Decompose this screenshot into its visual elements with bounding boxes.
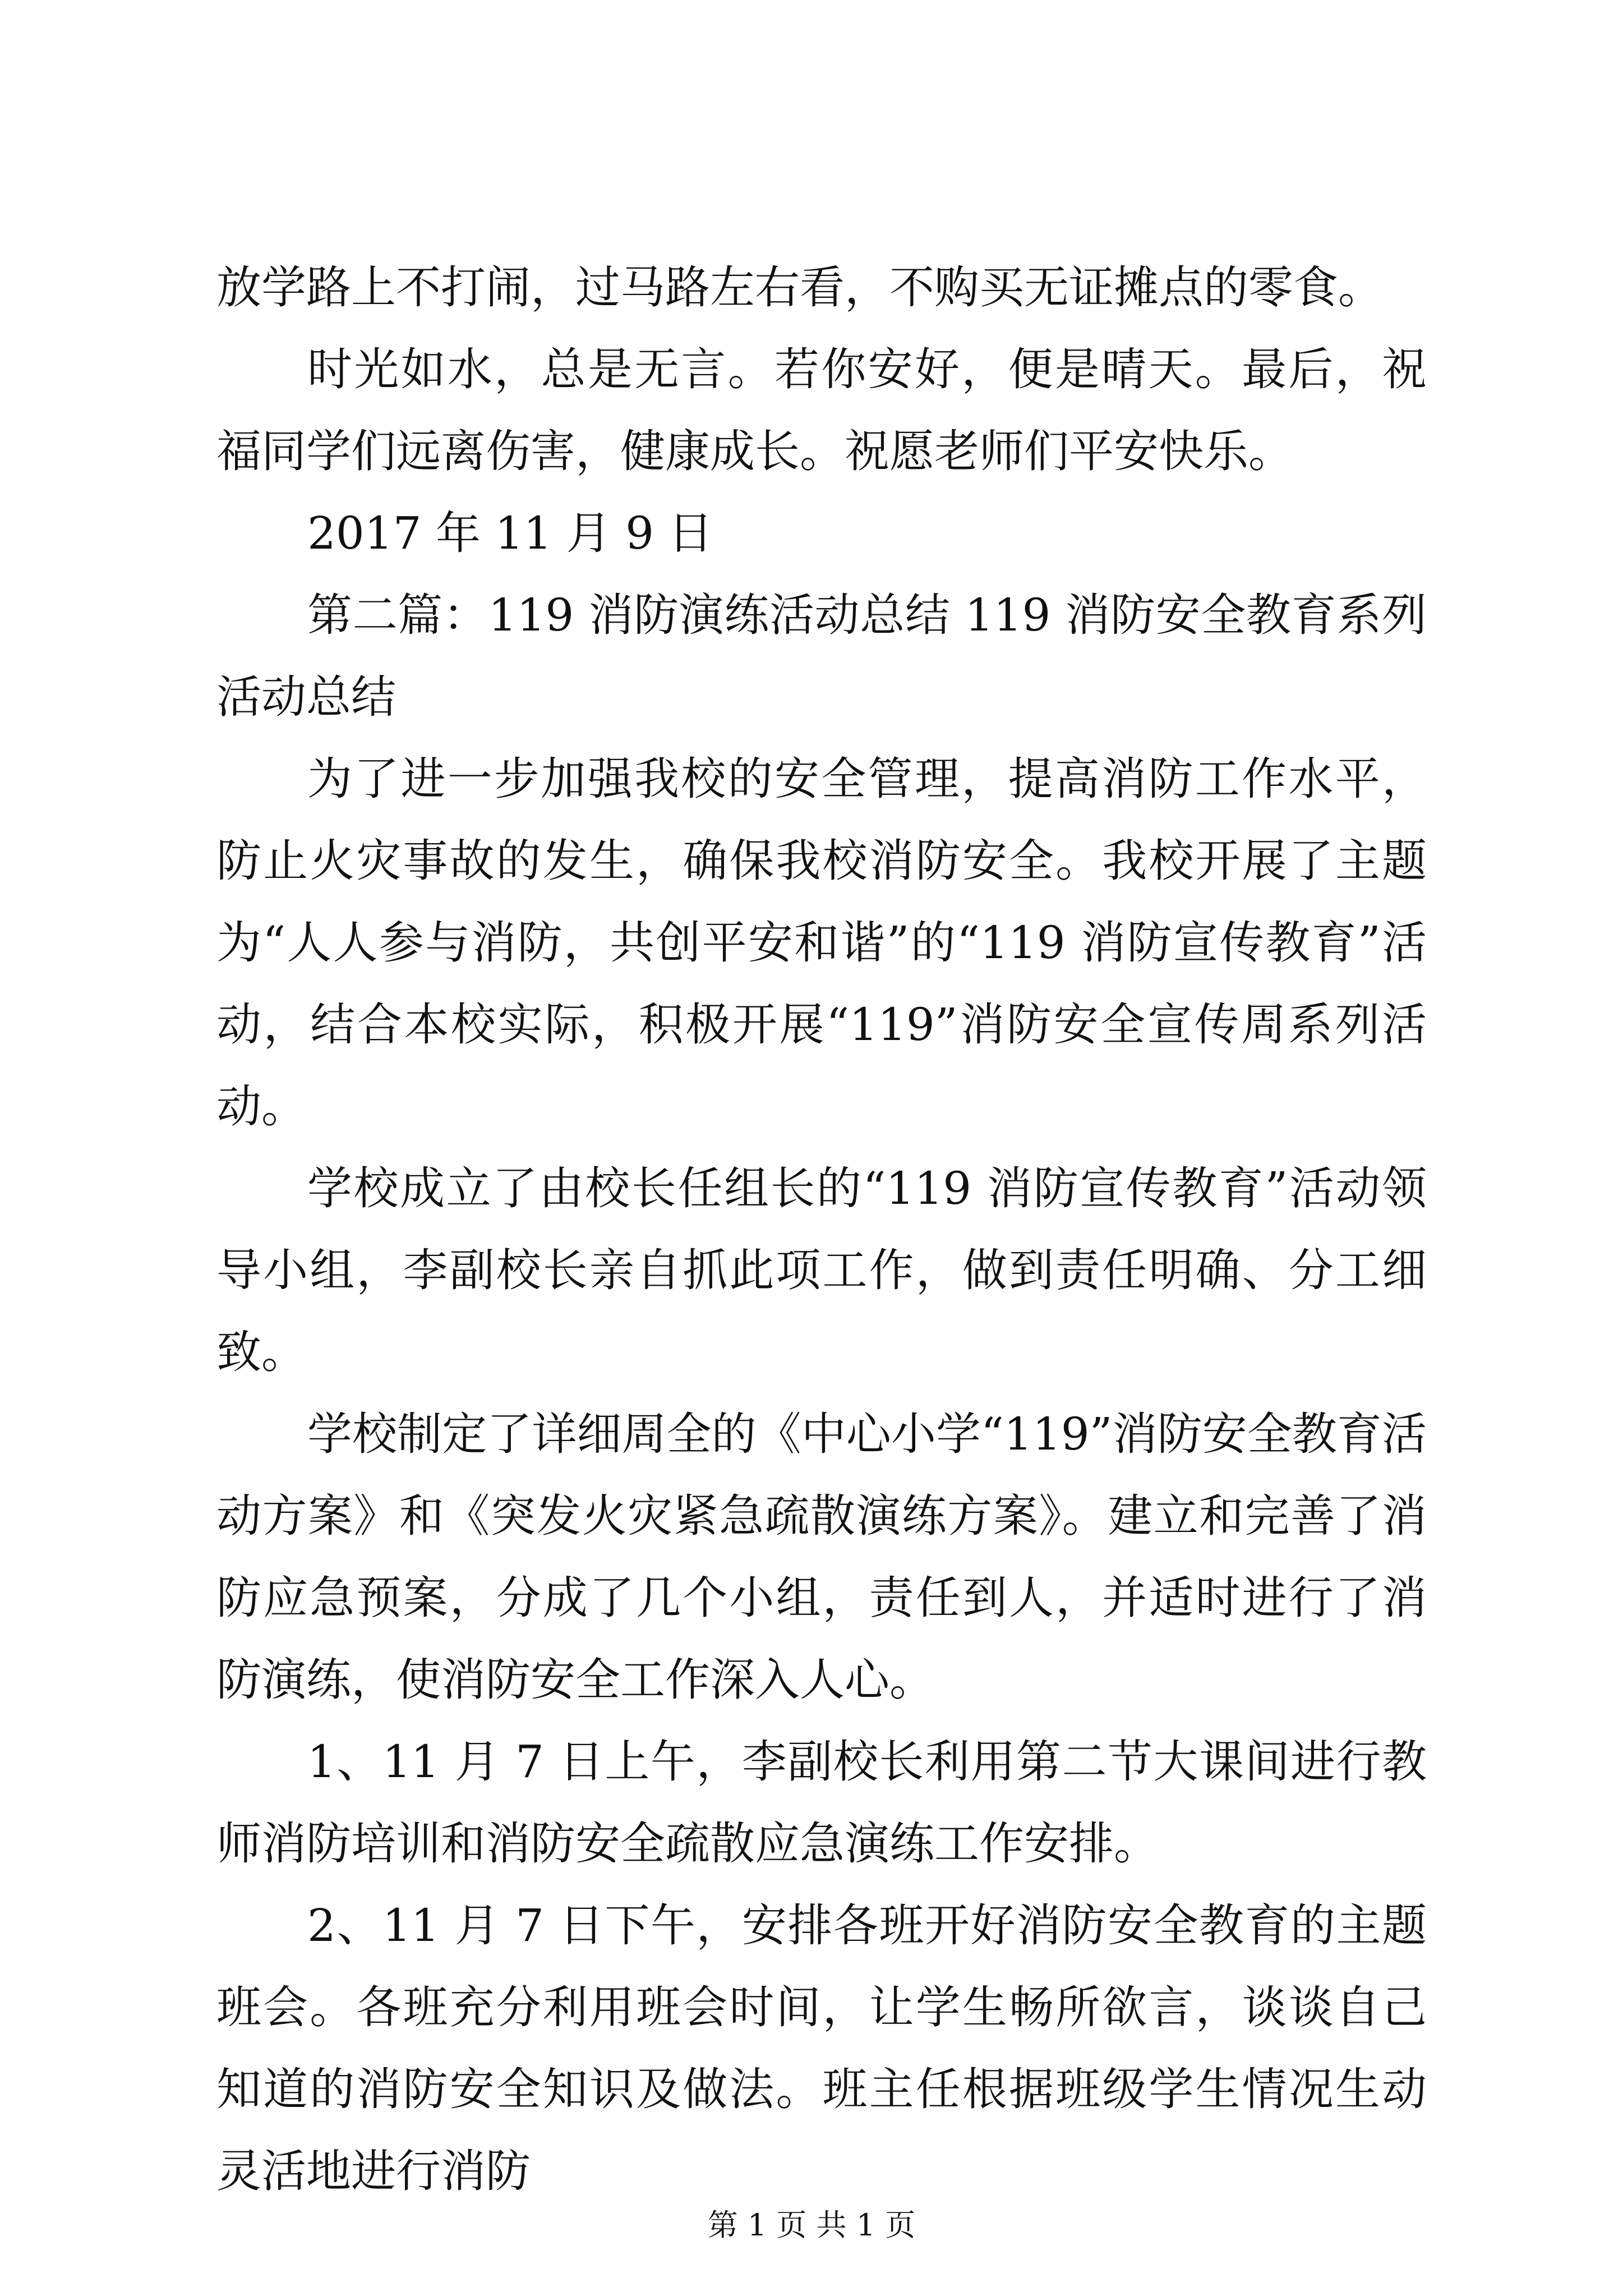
paragraph-continuation: 放学路上不打闹，过马路左右看，不购买无证摊点的零食。: [216, 261, 1383, 314]
document-body: [216, 247, 1427, 2212]
paragraph-closing-wishes: 时光如水，总是无言。若你安好，便是晴天。最后，祝福同学们远离伤害，健康成长。祝愿老师们平安快乐。: [216, 343, 1427, 477]
section-heading: 第二篇：119 消防演练活动总结 119 消防安全教育系列活动总结: [216, 589, 1427, 723]
list-item-2: 2、11 月 7 日下午，安排各班开好消防安全教育的主题班会。各班充分利用班会时间，让学生畅所欲言，谈谈自己知道的消防安全知识及做法。班主任根据班级学生情况生动灵活地进行消防: [216, 1899, 1427, 2197]
list-item-1: 1、11 月 7 日上午，李副校长利用第二节大课间进行教师消防培训和消防安全疏散应急演练工作安排。: [216, 1736, 1427, 1870]
paragraph-plan: 学校制定了详细周全的《中心小学“119”消防安全教育活动方案》和《突发火灾紧急疏散演练方案》。建立和完善了消防应急预案，分成了几个小组，责任到人，并适时进行了消防演练，使消防安全工作深入人心。: [216, 1408, 1427, 1706]
page-footer: 第 1 页 共 1 页: [707, 2207, 916, 2243]
paragraph-intro: 为了进一步加强我校的安全管理，提高消防工作水平，防止火灾事故的发生，确保我校消防安全。我校开展了主题为“人人参与消防，共创平安和谐”的“119 消防宣传教育”活动，结合本校实际，积极开展“119”消防安全宣传周系列活动。: [216, 753, 1427, 1133]
paragraph-leadership: 学校成立了由校长任组长的“119 消防宣传教育”活动领导小组，李副校长亲自抓此项工作，做到责任明确、分工细致。: [216, 1162, 1427, 1378]
paragraph-date: 2017 年 11 月 9 日: [307, 507, 713, 559]
